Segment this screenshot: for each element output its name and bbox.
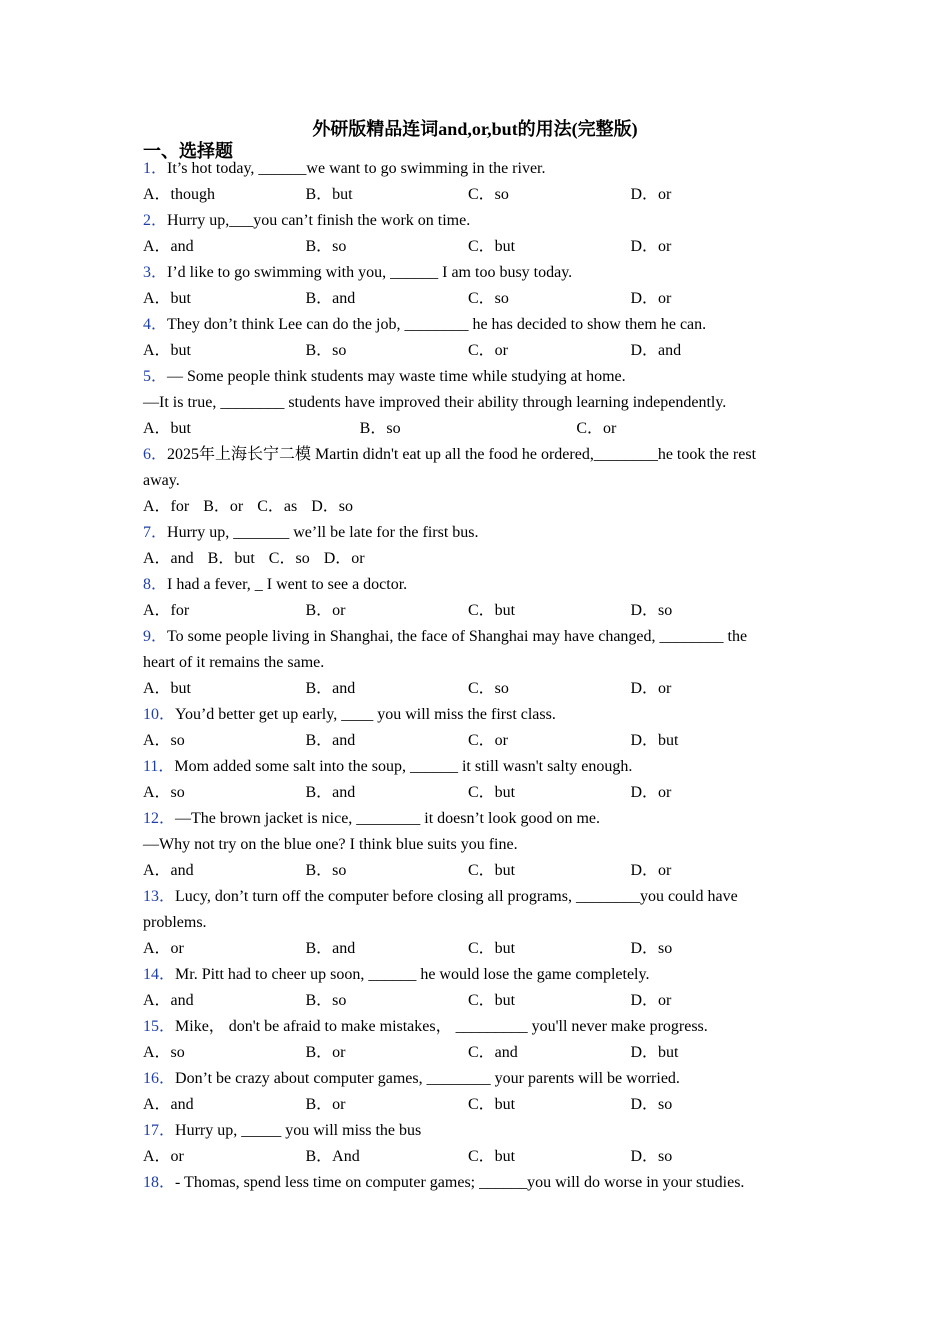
question-12 <box>143 806 793 832</box>
option-c: C．so <box>268 550 310 567</box>
option-b: B．or <box>305 1096 346 1113</box>
question-number: 13． <box>143 888 176 905</box>
question-text: To some people living in Shanghai, the face of Shanghai may have changed, ________ the <box>167 628 748 645</box>
question-text: Hurry up, _______ we’ll be late for the first bus. <box>167 524 479 541</box>
options-16 <box>143 1092 793 1118</box>
options-3 <box>143 286 793 312</box>
question-13 <box>143 884 793 910</box>
option-b: B．and <box>305 732 356 749</box>
option-d: D．so <box>311 498 354 515</box>
question-number: 6． <box>143 446 168 463</box>
question-text: Hurry up, _____ you will miss the bus <box>175 1122 422 1139</box>
options-1 <box>143 182 793 208</box>
options-15 <box>143 1040 793 1066</box>
option-b: B．so <box>305 862 347 879</box>
question-number: 7． <box>143 524 168 541</box>
option-a: A．and <box>143 550 194 567</box>
option-b: B．or <box>305 602 346 619</box>
question-text: They don’t think Lee can do the job, ________ he has decided to show them he can. <box>167 316 707 333</box>
option-a: A．and <box>143 1096 194 1113</box>
question-15 <box>143 1014 793 1040</box>
question-text: It’s hot today, ______we want to go swimming in the river. <box>167 160 546 177</box>
options-14 <box>143 988 793 1014</box>
option-d: D．but <box>630 1044 679 1061</box>
option-c: C．but <box>468 1148 516 1165</box>
question-5 <box>143 364 793 390</box>
question-number: 18． <box>143 1174 176 1191</box>
option-b: B．so <box>305 238 347 255</box>
option-c: C．or <box>468 732 509 749</box>
option-b: B．but <box>207 550 255 567</box>
option-c: C．so <box>468 290 509 307</box>
option-d: D．but <box>630 732 679 749</box>
options-7 <box>143 546 793 572</box>
question-continuation: —Why not try on the blue one? I think blue suits you fine. <box>143 836 518 853</box>
question-10 <box>143 702 793 728</box>
question-text: I’d like to go swimming with you, ______ I am too busy today. <box>167 264 573 281</box>
option-c: C．so <box>468 186 509 203</box>
option-c: C．but <box>468 940 516 957</box>
option-a: A．or <box>143 940 184 957</box>
question-11 <box>143 754 793 780</box>
option-a: A．for <box>143 602 190 619</box>
question-text: You’d better get up early, ____ you will miss the first class. <box>175 706 556 723</box>
option-a: A．though <box>143 186 216 203</box>
question-continuation: heart of it remains the same. <box>143 654 325 671</box>
option-d: D．or <box>630 862 672 879</box>
option-a: A．or <box>143 1148 184 1165</box>
option-d: D．or <box>630 290 672 307</box>
question-8 <box>143 572 793 598</box>
question-4 <box>143 312 793 338</box>
option-a: A．but <box>143 290 192 307</box>
question-number: 5． <box>143 368 168 385</box>
option-d: D．so <box>630 1096 673 1113</box>
question-continuation: —It is true, ________ students have improved their ability through learning independently. <box>143 394 727 411</box>
option-c: C．or <box>576 420 617 437</box>
section-heading: 一、选择题 <box>143 141 233 161</box>
option-b: B．or <box>203 498 244 515</box>
question-text: Hurry up,___you can’t finish the work on time. <box>167 212 471 229</box>
option-a: A．but <box>143 420 192 437</box>
question-16 <box>143 1066 793 1092</box>
option-c: C．and <box>468 1044 518 1061</box>
option-a: A．so <box>143 732 185 749</box>
question-text: Mom added some salt into the soup, ______ it still wasn't salty enough. <box>174 758 633 775</box>
question-number: 16． <box>143 1070 176 1087</box>
question-number: 3． <box>143 264 168 281</box>
option-c: C．but <box>468 862 516 879</box>
question-text: —The brown jacket is nice, ________ it doesn’t look good on me. <box>175 810 600 827</box>
option-b: B．and <box>305 680 356 697</box>
question-18 <box>143 1170 793 1196</box>
question-text: Lucy, don’t turn off the computer before closing all programs, ________you could have <box>175 888 738 905</box>
option-d: D．and <box>630 342 682 359</box>
options-13 <box>143 936 793 962</box>
options-6 <box>143 494 793 520</box>
options-12 <box>143 858 793 884</box>
question-text: — Some people think students may waste time while studying at home. <box>167 368 626 385</box>
question-list <box>143 156 793 1196</box>
options-2 <box>143 234 793 260</box>
option-a: A．and <box>143 862 194 879</box>
option-c: C．but <box>468 602 516 619</box>
option-d: D．or <box>630 186 672 203</box>
option-a: A．and <box>143 238 194 255</box>
question-number: 12． <box>143 810 176 827</box>
option-a: A．so <box>143 1044 185 1061</box>
question-continuation: away. <box>143 472 180 489</box>
options-9 <box>143 676 793 702</box>
option-d: D．so <box>630 602 673 619</box>
question-number: 10． <box>143 706 176 723</box>
option-d: D．or <box>323 550 365 567</box>
option-b: B．And <box>305 1148 360 1165</box>
option-b: B．and <box>305 784 356 801</box>
question-number: 2． <box>143 212 168 229</box>
option-c: C．but <box>468 784 516 801</box>
option-d: D．so <box>630 1148 673 1165</box>
question-9 <box>143 624 793 650</box>
options-5 <box>143 416 793 442</box>
document-title: 外研版精品连词and,or,but的用法(完整版) <box>312 119 638 139</box>
question-text: 2025年上海长宁二模 Martin didn't eat up all the food he ordered,________he took the rest <box>167 446 757 463</box>
option-b: B．so <box>305 342 347 359</box>
question-text: Mr. Pitt had to cheer up soon, ______ he would lose the game completely. <box>175 966 650 983</box>
question-number: 15． <box>143 1018 176 1035</box>
question-number: 14． <box>143 966 176 983</box>
question-3 <box>143 260 793 286</box>
question-text: I had a fever, _ I went to see a doctor. <box>167 576 408 593</box>
option-a: A．and <box>143 992 194 1009</box>
question-number: 4． <box>143 316 168 333</box>
option-d: D．so <box>630 940 673 957</box>
option-b: B．and <box>305 940 356 957</box>
question-text: Don’t be crazy about computer games, ________ your parents will be worried. <box>175 1070 680 1087</box>
option-c: C．or <box>468 342 509 359</box>
option-c: C．but <box>468 238 516 255</box>
question-continuation: problems. <box>143 914 207 931</box>
option-b: B．and <box>305 290 356 307</box>
option-c: C．but <box>468 992 516 1009</box>
question-6 <box>143 442 793 468</box>
option-a: A．for <box>143 498 190 515</box>
option-a: A．but <box>143 680 192 697</box>
question-number: 1． <box>143 160 168 177</box>
option-b: B．so <box>359 420 401 437</box>
options-8 <box>143 598 793 624</box>
option-b: B．or <box>305 1044 346 1061</box>
option-c: C．as <box>257 498 298 515</box>
options-10 <box>143 728 793 754</box>
question-1 <box>143 156 793 182</box>
options-17 <box>143 1144 793 1170</box>
question-7 <box>143 520 793 546</box>
question-number: 8． <box>143 576 168 593</box>
question-2 <box>143 208 793 234</box>
question-14 <box>143 962 793 988</box>
question-17 <box>143 1118 793 1144</box>
option-a: A．so <box>143 784 185 801</box>
question-number: 11． <box>143 758 175 775</box>
options-11 <box>143 780 793 806</box>
option-d: D．or <box>630 238 672 255</box>
question-text: Mike， don't be afraid to make mistakes， _________ you'll never make progress. <box>175 1018 708 1035</box>
question-text: - Thomas, spend less time on computer games; ______you will do worse in your studies. <box>175 1174 745 1191</box>
option-b: B．but <box>305 186 353 203</box>
question-number: 17． <box>143 1122 176 1139</box>
option-c: C．but <box>468 1096 516 1113</box>
option-b: B．so <box>305 992 347 1009</box>
options-4 <box>143 338 793 364</box>
option-d: D．or <box>630 992 672 1009</box>
option-c: C．so <box>468 680 509 697</box>
option-d: D．or <box>630 784 672 801</box>
option-d: D．or <box>630 680 672 697</box>
option-a: A．but <box>143 342 192 359</box>
question-number: 9． <box>143 628 168 645</box>
